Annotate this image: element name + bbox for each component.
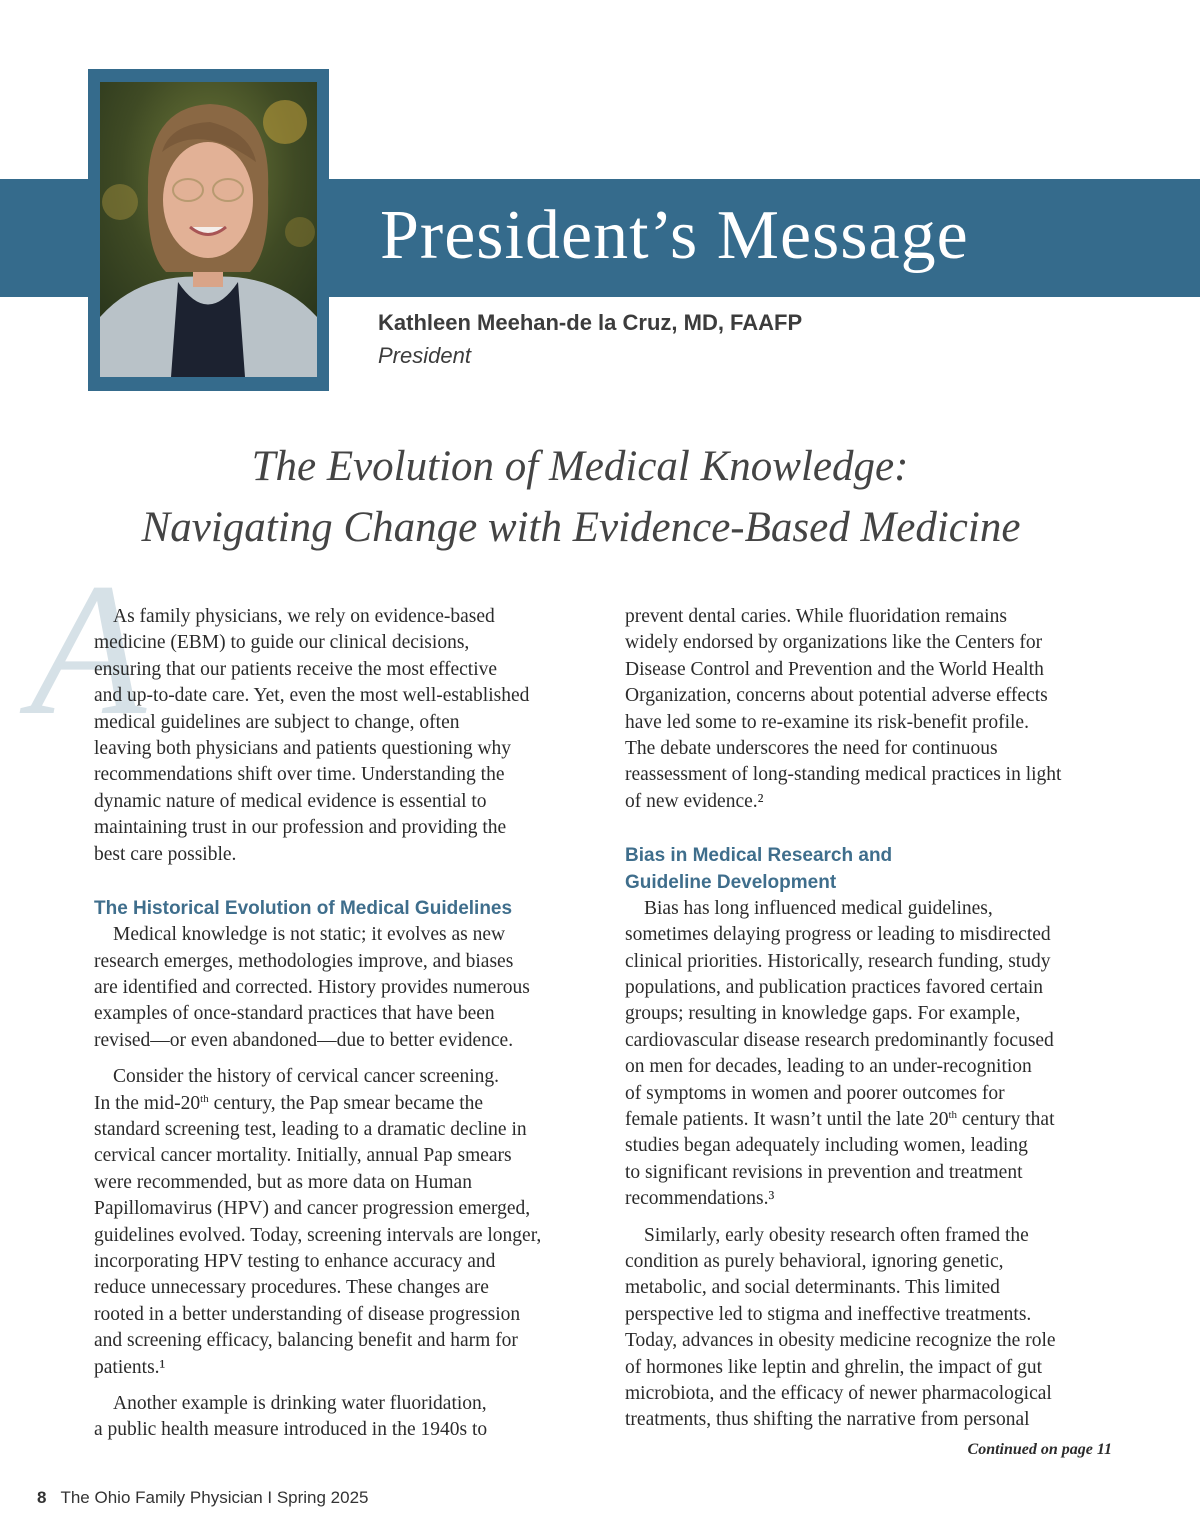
paragraph-line: The debate underscores the need for continuous [625, 737, 998, 759]
paragraph-line: recommendations.³ [625, 1188, 775, 1210]
section-heading: Bias in Medical Research and [625, 845, 893, 867]
continued-link[interactable]: Continued on page 11 [967, 1441, 1112, 1458]
article-title-line-2: Navigating Change with Evidence-Based Medicine [141, 504, 1021, 551]
paragraph-line: metabolic, and social determinants. This limited [625, 1277, 1000, 1299]
paragraph-line: of symptoms in women and poorer outcomes for [625, 1082, 1005, 1104]
paragraph-line: medical guidelines are subject to change, often [94, 711, 460, 733]
paragraph-line: and screening efficacy, balancing benefit and harm for [94, 1330, 518, 1352]
author-role: President [378, 343, 471, 368]
paragraph-line: Today, advances in obesity medicine recognize the role [625, 1330, 1056, 1352]
paragraph-line: research emerges, methodologies improve, and biases [94, 950, 514, 972]
paragraph-line: Disease Control and Prevention and the World Health [625, 658, 1044, 680]
text-run: century that [957, 1109, 1055, 1131]
paragraph-line: prevent dental caries. While fluoridation remains [625, 606, 1007, 627]
paragraph-line: Papillomavirus (HPV) and cancer progression emerged, [94, 1198, 531, 1220]
paragraph-line: medicine (EBM) to guide our clinical decisions, [94, 632, 470, 654]
paragraph-line: best care possible. [94, 843, 237, 865]
paragraph-line: clinical priorities. Historically, research funding, study [625, 950, 1051, 972]
article-title-line-1: The Evolution of Medical Knowledge: [251, 443, 909, 490]
paragraph-line: populations, and publication practices favored certain [625, 977, 1044, 999]
paragraph-line: leaving both physicians and patients questioning why [94, 737, 512, 759]
page-footer [37, 1488, 369, 1508]
paragraph-line: of new evidence.² [625, 790, 764, 812]
paragraph-line: Organization, concerns about potential adverse effects [625, 685, 1048, 707]
paragraph-line: reduce unnecessary procedures. These changes are [94, 1277, 489, 1299]
article-column-left [94, 604, 594, 1444]
text-run: In the mid-20 [94, 1092, 201, 1114]
text-run: century, the Pap smear became the [208, 1092, 484, 1114]
publication-name: The Ohio Family Physician I Spring 2025 [60, 1488, 369, 1507]
paragraph-line: guidelines evolved. Today, screening intervals are longer, [94, 1224, 542, 1246]
paragraph-line: widely endorsed by organizations like the Centers for [625, 632, 1043, 654]
paragraph-line: incorporating HPV testing to enhance accuracy and [94, 1250, 496, 1272]
paragraph-line: studies began adequately including women, leading [625, 1135, 1028, 1157]
paragraph-line: were recommended, but as more data on Human [94, 1171, 472, 1193]
paragraph-line: cardiovascular disease research predominantly focused [625, 1029, 1054, 1051]
paragraph-line: on men for decades, leading to an under-recognition [625, 1056, 1032, 1078]
paragraph-line: perspective led to stigma and ineffective treatments. [625, 1303, 1032, 1325]
paragraph-line [625, 1107, 1125, 1133]
author-name: Kathleen Meehan-de la Cruz, MD, FAAFP [378, 310, 803, 335]
paragraph-line: examples of once-standard practices that have been [94, 1003, 495, 1025]
paragraph-line: cervical cancer mortality. Initially, annual Pap smears [94, 1145, 512, 1167]
paragraph-line: revised—or even abandoned—due to better evidence. [94, 1029, 514, 1051]
paragraph-line: Similarly, early obesity research often framed the [644, 1224, 1029, 1246]
section-title: President’s Message [380, 197, 969, 274]
paragraph-line: rooted in a better understanding of disease progression [94, 1303, 521, 1325]
paragraph-line: reassessment of long-standing medical practices in light [625, 764, 1062, 786]
page-number: 8 [37, 1488, 47, 1507]
paragraph-line: standard screening test, leading to a dramatic decline in [94, 1119, 527, 1141]
paragraph-line: treatments, thus shifting the narrative from personal [625, 1409, 1030, 1431]
section-heading: The Historical Evolution of Medical Guidelines [94, 897, 513, 919]
section-heading: Guideline Development [625, 871, 837, 893]
paragraph-line: groups; resulting in knowledge gaps. For example, [625, 1003, 1021, 1025]
paragraph-line: a public health measure introduced in the 1940s to [94, 1419, 488, 1441]
paragraph-line: and up-to-date care. Yet, even the most well-established [94, 685, 530, 707]
paragraph-line [94, 1091, 594, 1117]
author-photo [100, 82, 317, 377]
paragraph-line: Consider the history of cervical cancer screening. [113, 1066, 500, 1088]
superscript: th [948, 1109, 958, 1122]
paragraph-line: Bias has long influenced medical guidelines, [644, 897, 993, 919]
paragraph-line: of hormones like leptin and ghrelin, the impact of gut [625, 1356, 1042, 1378]
decorative-drop-cap: A [30, 545, 147, 755]
article-column-right [625, 604, 1125, 1434]
paragraph-line: have led some to re-examine its risk-benefit profile. [625, 711, 1029, 733]
paragraph-line: recommendations shift over time. Understanding the [94, 764, 505, 786]
paragraph-line: As family physicians, we rely on evidence-based [113, 606, 495, 627]
paragraph-line: sometimes delaying progress or leading to misdirected [625, 924, 1051, 946]
superscript: th [200, 1092, 209, 1105]
paragraph-line: microbiota, and the efficacy of newer pharmacological [625, 1382, 1052, 1404]
paragraph-line: patients.¹ [94, 1356, 166, 1378]
paragraph-line: condition as purely behavioral, ignoring genetic, [625, 1250, 1004, 1272]
paragraph-line: Another example is drinking water fluoridation, [113, 1392, 487, 1414]
paragraph-line: to significant revisions in prevention and treatment [625, 1161, 1023, 1183]
paragraph-line: ensuring that our patients receive the most effective [94, 658, 498, 680]
paragraph-line: maintaining trust in our profession and providing the [94, 817, 507, 839]
paragraph-line: are identified and corrected. History provides numerous [94, 977, 530, 999]
paragraph-line: dynamic nature of medical evidence is essential to [94, 790, 487, 812]
paragraph-line: Medical knowledge is not static; it evolves as new [113, 924, 506, 946]
text-run: female patients. It wasn’t until the late 20 [625, 1109, 949, 1131]
